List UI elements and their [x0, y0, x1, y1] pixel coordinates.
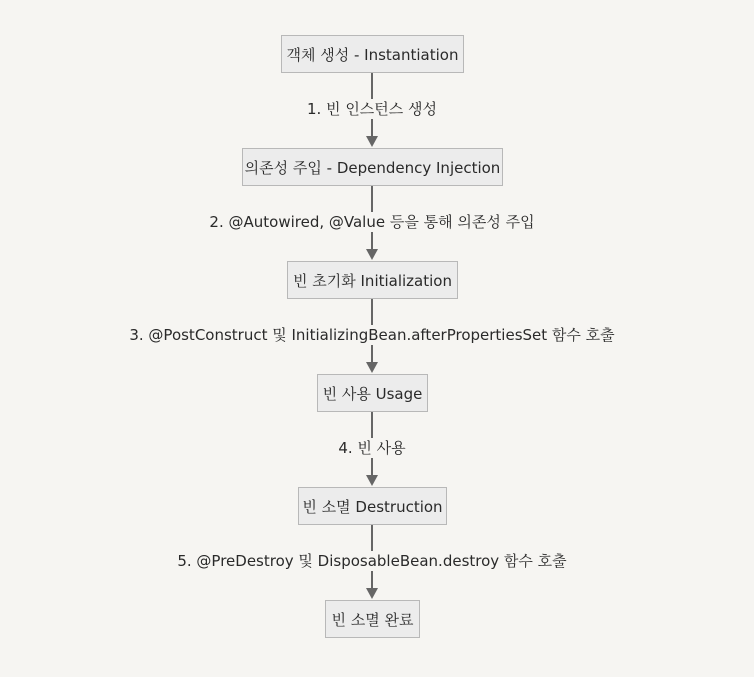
edge-label-4: 4. 빈 사용 — [338, 439, 406, 457]
node-initialization: 빈 초기화 Initialization — [287, 261, 458, 299]
arrowhead-icon — [366, 588, 378, 599]
edge-label-2: 2. @Autowired, @Value 등을 통해 의존성 주입 — [209, 213, 535, 231]
node-destruction: 빈 소멸 Destruction — [298, 487, 447, 525]
arrowhead-icon — [366, 362, 378, 373]
edge-label-5: 5. @PreDestroy 및 DisposableBean.destroy 함수 호출 — [177, 552, 567, 570]
arrowhead-icon — [366, 475, 378, 486]
node-instantiation: 객체 생성 - Instantiation — [281, 35, 464, 73]
edge-label-3: 3. @PostConstruct 및 InitializingBean.afterPropertiesSet 함수 호출 — [129, 326, 615, 344]
node-destruction-complete: 빈 소멸 완료 — [325, 600, 420, 638]
node-usage: 빈 사용 Usage — [317, 374, 428, 412]
node-dependency-injection: 의존성 주입 - Dependency Injection — [242, 148, 503, 186]
edge-label-1: 1. 빈 인스턴스 생성 — [306, 100, 438, 118]
arrowhead-icon — [366, 136, 378, 147]
arrowhead-icon — [366, 249, 378, 260]
